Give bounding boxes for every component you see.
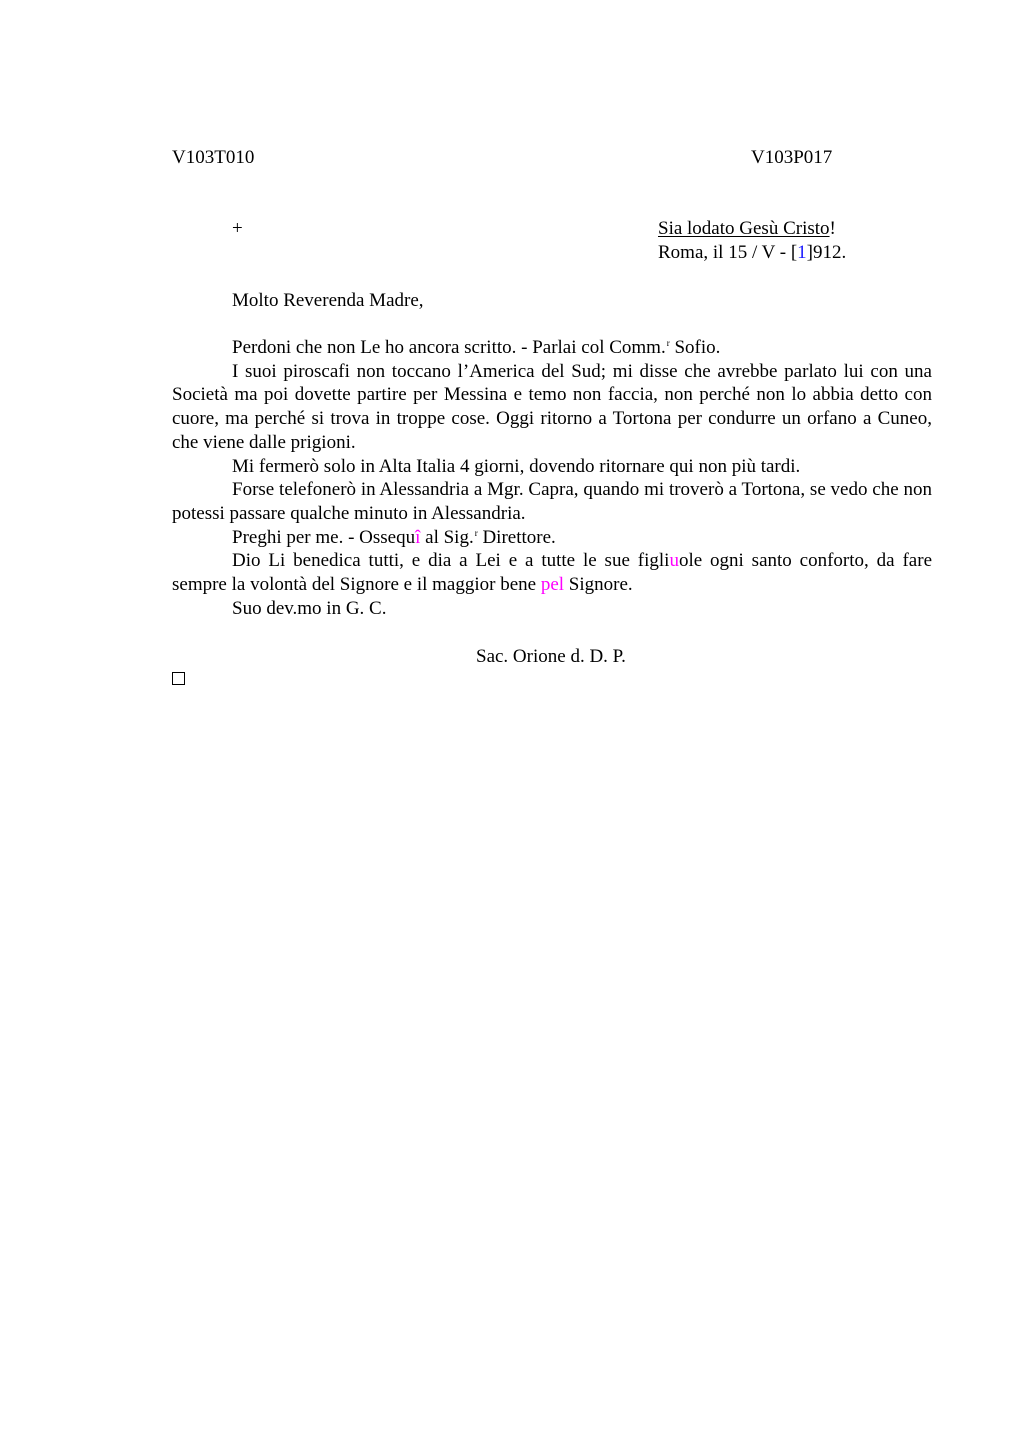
paragraph-4: Forse telefonerò in Alessandria a Mgr. Capra, quando mi troverò a Tortona, se vedo che non potessi passare qualche minuto in Alessandria. [172, 479, 932, 524]
date-line [658, 241, 846, 265]
paragraph-6-mid: ole ogni santo conforto, da fare sempre la volontà del Signore e il maggior bene [172, 550, 933, 596]
paragraph-5-mid: al Sig. [420, 526, 474, 548]
closing: Suo dev.mo in G. C. [232, 597, 387, 619]
paragraph-5-superscript: r [474, 527, 478, 538]
paragraph-1-superscript: r [666, 338, 670, 348]
paragraph-6-editorial-mark: u [669, 550, 679, 572]
document-code-right: V103P017 [751, 147, 833, 168]
cross-symbol: + [232, 218, 243, 239]
paragraph-6-editorial-mark-2: pel [540, 574, 565, 596]
letter-body [172, 336, 932, 620]
salutation: Molto Reverenda Madre, [232, 290, 424, 311]
paragraph-5-end: Direttore. [477, 526, 556, 548]
document-code-left: V103T010 [172, 147, 255, 168]
paragraph-6 [172, 549, 932, 596]
paragraph-5-start: Preghi per me. - Ossequ [232, 526, 416, 548]
date-prefix: Roma, il 15 / V - [ [658, 242, 798, 263]
paragraph-5-editorial-mark: î [415, 526, 421, 548]
paragraph-1-text: Perdoni che non Le ho ancora scritto. - Parlai col Comm. [232, 337, 666, 358]
paragraph-6-end: Signore. [564, 574, 633, 596]
paragraph-2: I suoi piroscafi non toccano l’America del Sud; mi disse che avrebbe parlato lui con una Società ma poi dovette partire per Messina e temo non faccia, non perché non lo abbia detto con cuore, ma perché si trova in troppe cose. Oggi ritorno a Tortona per condurre un orfano a Cuneo, che viene dalle prigioni. [172, 360, 932, 453]
paragraph-6-start: Dio Li benedica tutti, e dia a Lei e a tutte le sue figli [232, 550, 670, 572]
paragraph-3: Mi fermerò solo in Alta Italia 4 giorni, dovendo ritornare qui non più tardi. [232, 455, 801, 477]
paragraph-5 [172, 526, 932, 550]
date-suffix: ]912. [806, 242, 847, 263]
motto-underlined-text: Sia lodato Gesù Cristo [658, 218, 830, 239]
end-of-document-box-icon [172, 672, 185, 685]
signature: Sac. Orione d. D. P. [476, 646, 626, 667]
paragraph-1-end: Sofio. [669, 337, 721, 358]
date-editorial-insertion: 1 [797, 242, 807, 263]
paragraph-1 [172, 336, 932, 360]
motto-line [658, 217, 836, 241]
motto-exclamation: ! [829, 218, 836, 239]
